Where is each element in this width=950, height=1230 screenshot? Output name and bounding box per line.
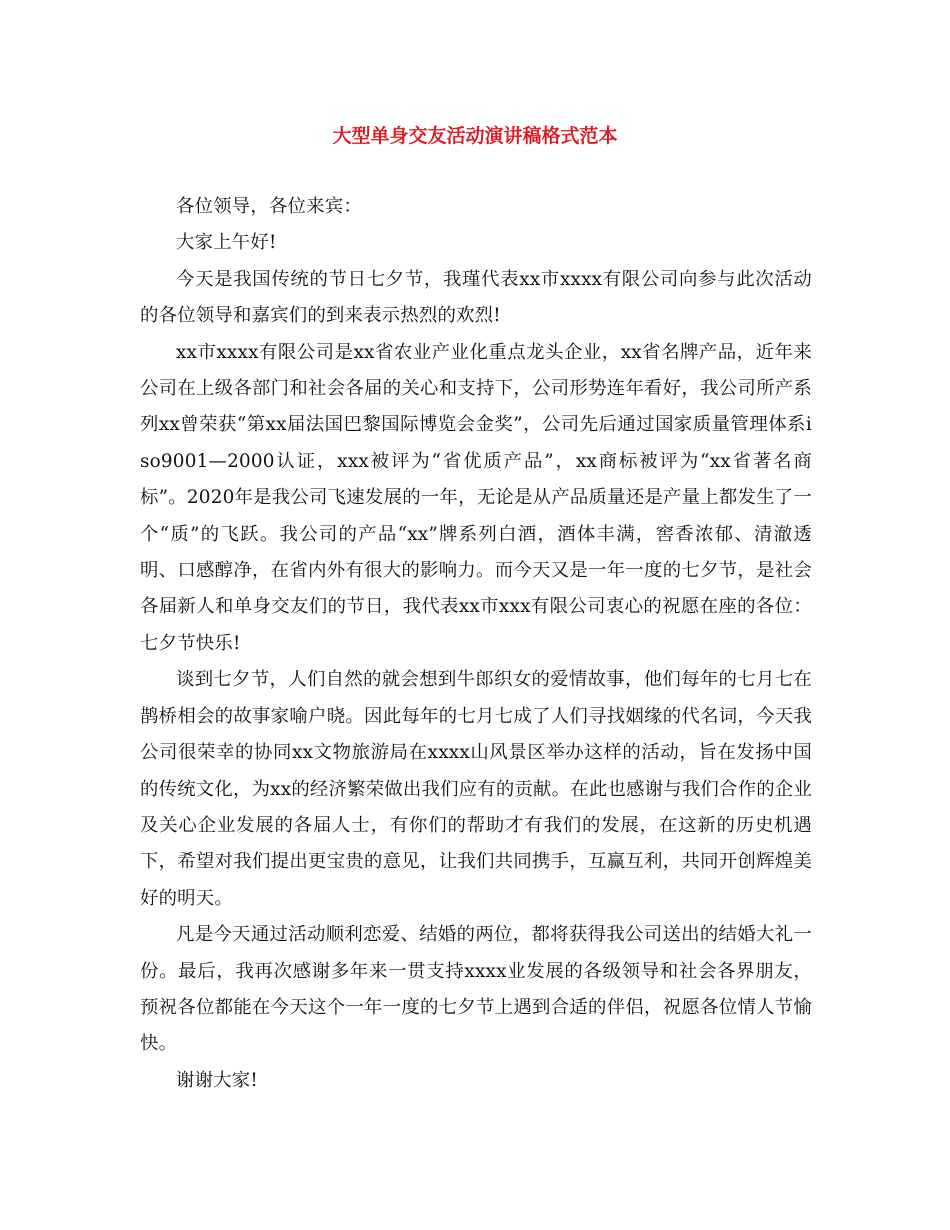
greeting: 大家上午好!: [176, 232, 277, 254]
paragraph-gift-thanks: 凡是今天通过活动顺利恋爱、结婚的两位，都将获得我公司送出的结婚大礼一份。最后，我再次感谢多年来一贯支持xxxx业发展的各级领导和社会各界朋友，预祝各位都能在今天这个一年一度的七夕节上遇到合适的伴侣，祝愿各位情人节愉快。: [140, 924, 812, 1055]
document-body: [140, 189, 812, 1099]
closing: 谢谢大家!: [176, 1069, 258, 1091]
paragraph-company-intro: xx市xxxx有限公司是xx省农业产业化重点龙头企业，xx省名牌产品，近年来公司在上级各部门和社会各届的关心和支持下，公司形势连年看好，我公司所产系列xx曾荣获“第xx届法国巴黎国际博览会金奖”，公司先后通过国家质量管理体系iso9001—2000认证，xxx被评为“省优质产品”，xx商标被评为“xx省著名商标”。2020年是我公司飞速发展的一年，无论是从产品质量还是产量上都发生了一个“质”的飞跃。我公司的产品“xx”牌系列白酒，酒体丰满，窖香浓郁、清澈透明、口感醇净，在省内外有很大的影响力。而今天又是一年一度的七夕节，是社会各届新人和单身交友们的节日，我代表xx市xxx有限公司衷心的祝愿在座的各位：七夕节快乐!: [140, 341, 812, 654]
paragraph-qixi-story: 谈到七夕节，人们自然的就会想到牛郎织女的爱情故事，他们每年的七月七在鹊桥相会的故事家喻户晓。因此每年的七月七成了人们寻找姻缘的代名词，今天我公司很荣幸的协同xx文物旅游局在xxxx山风景区举办这样的活动，旨在发扬中国的传统文化，为xx的经济繁荣做出我们应有的贡献。在此也感谢与我们合作的企业及关心企业发展的各届人士，有你们的帮助才有我们的发展，在这新的历史机遇下，希望对我们提出更宝贵的意见，让我们共同携手，互赢互利，共同开创辉煌美好的明天。: [140, 669, 812, 909]
salutation: 各位领导，各位来宾：: [176, 196, 362, 217]
document-title: 大型单身交友活动演讲稿格式范本: [332, 125, 618, 147]
paragraph-welcome: 今天是我国传统的节日七夕节，我瑾代表xx市xxxx有限公司向参与此次活动的各位领导和嘉宾们的到来表示热烈的欢烈!: [140, 268, 812, 327]
